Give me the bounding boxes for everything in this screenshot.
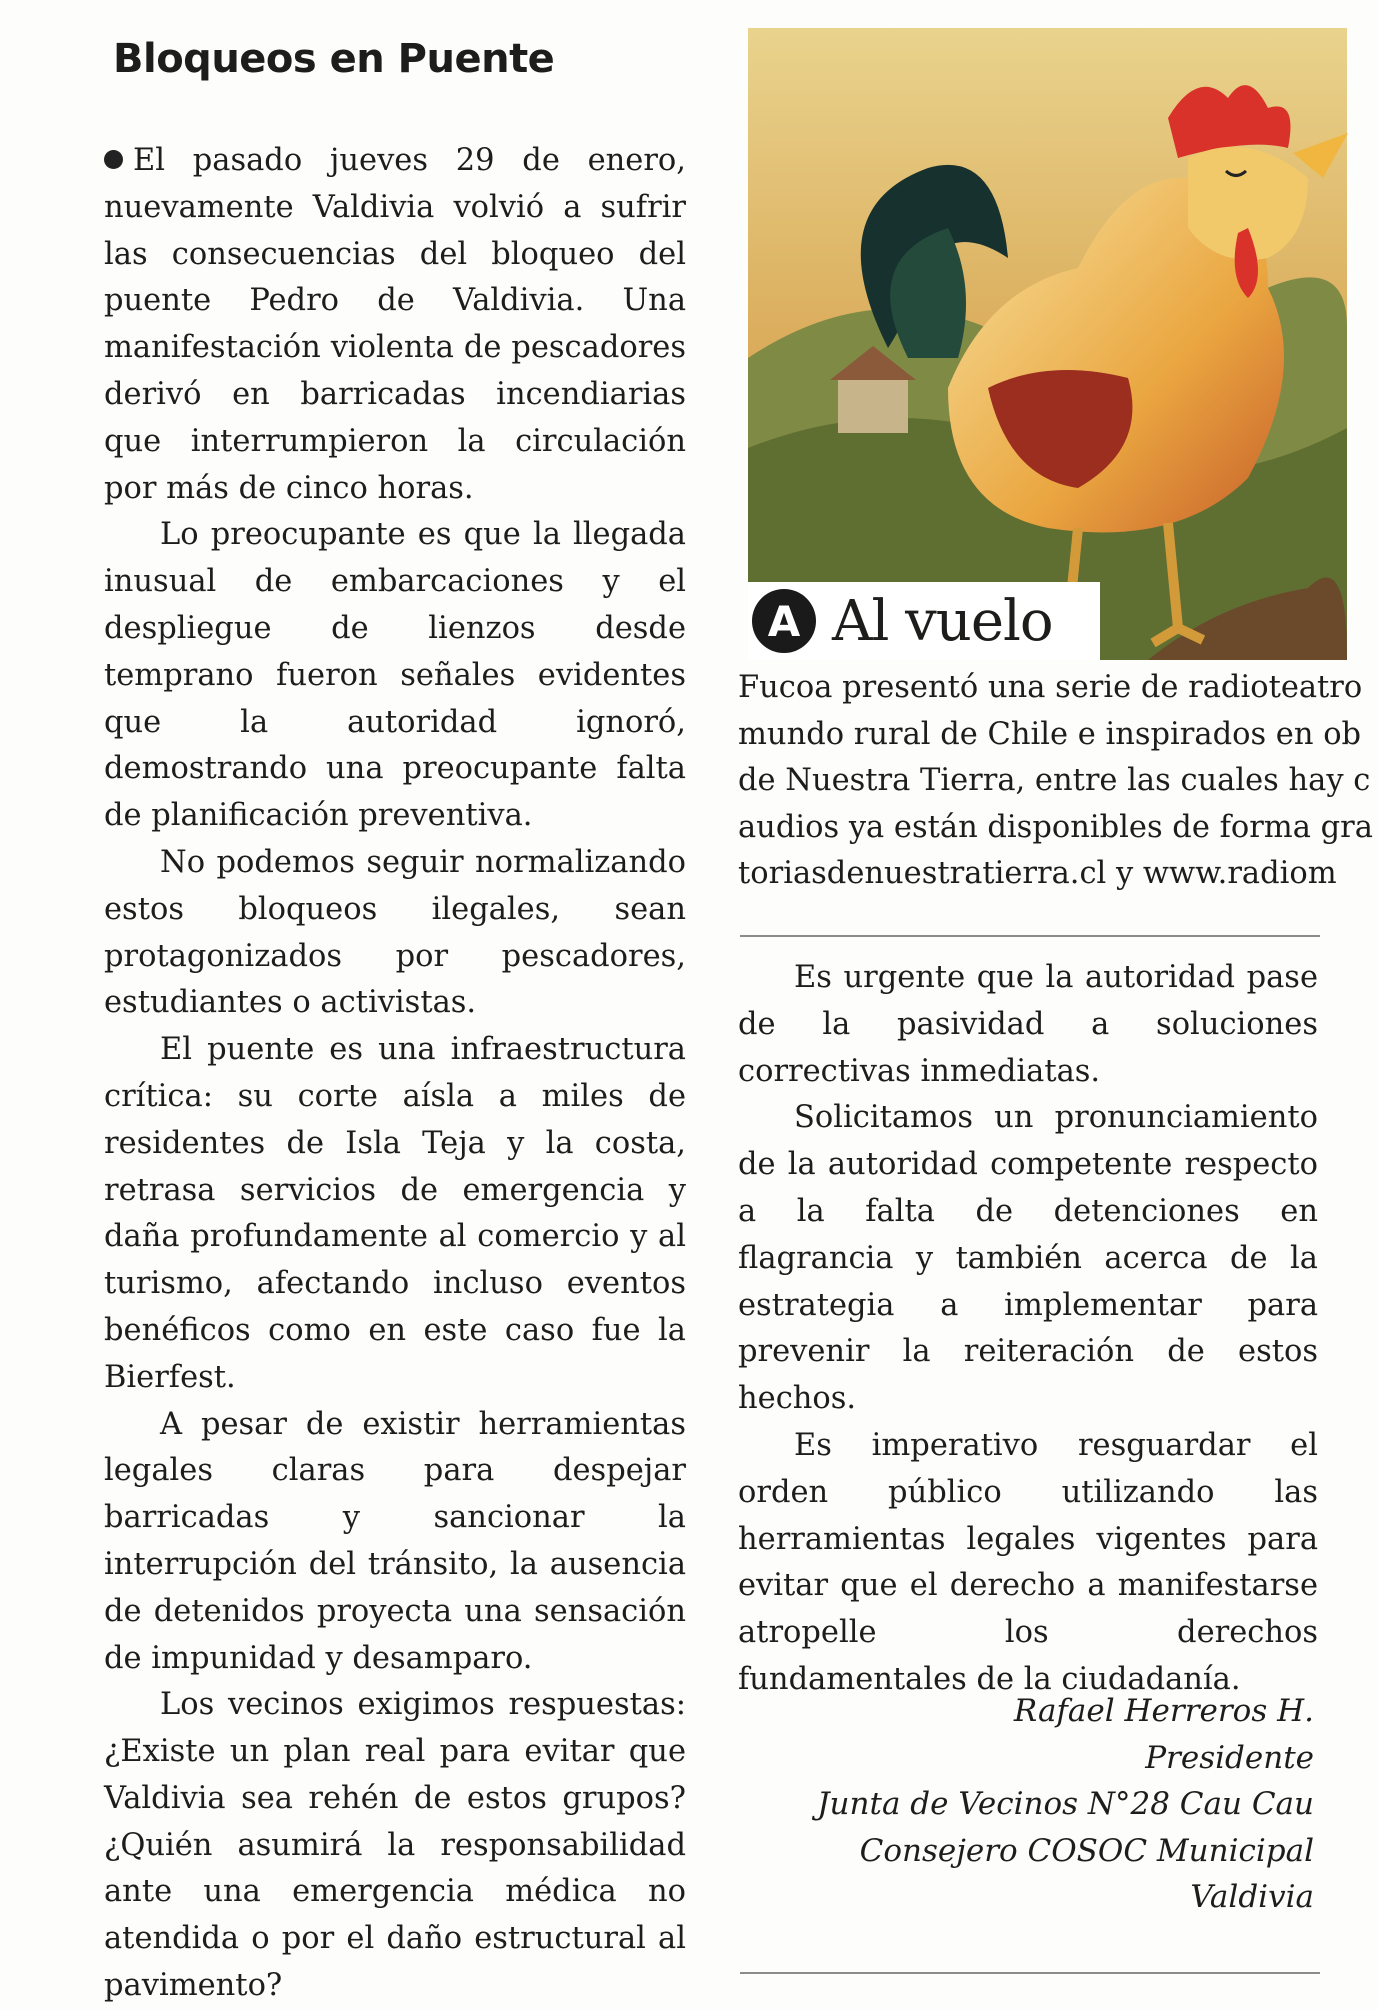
article-paragraph: Es urgente que la autoridad pase de la pasividad a soluciones correctivas inmediatas. [738,960,1318,1089]
divider [740,935,1320,937]
section-title: Al vuelo [832,588,1053,654]
brief-line: toriasdenuestratierra.cl y www.radiom [738,856,1337,891]
article-paragraph: El pasado jueves 29 de enero, nuevamente Valdivia volvió a sufrir las consecuencias del bloqueo del puente Pedro de Valdivia. Una manifestación violenta de pescadores derivó en barricadas incendiarias que interrumpieron la circulación por más de cinco horas. [104,143,686,506]
article-paragraph: A pesar de existir herramientas legales claras para despejar barricadas y sancionar la interrupción del tránsito, la ausencia de detenidos proyecta una sensación de impunidad y desamparo. [104,1406,686,1676]
divider [740,1972,1320,1974]
brief-line: Fucoa presentó una serie de radioteatro [738,670,1363,705]
signature-council: Consejero COSOC Municipal [859,1832,1314,1869]
article-column-left [104,138,686,2010]
section-badge: A [752,589,816,653]
brief-line: de Nuestra Tierra, entre las cuales hay c [738,763,1371,798]
signature-role: Presidente [1145,1739,1314,1776]
article-paragraph: Lo preocupante es que la llegada inusual de embarcaciones y el despliegue de lienzos desde temprano fueron señales evidentes que la autoridad ignoró, demostrando una preocupante falta de planificación preventiva. [104,517,686,834]
signature-name: Rafael Herreros H. [1013,1693,1314,1729]
article-column-right [738,955,1318,1704]
signature-org: Junta de Vecinos N°28 Cau Cau [817,1786,1314,1822]
signature-city: Valdivia [1190,1879,1314,1915]
brief-line: mundo rural de Chile e inspirados en ob [738,716,1362,752]
section-label [748,582,1100,660]
article-paragraph: No podemos seguir normalizando estos bloqueos ilegales, sean protagonizados por pescadores, estudiantes o activistas. [104,844,686,1021]
article-paragraph: Es imperativo resguardar el orden público utilizando las herramientas legales vigentes para evitar que el derecho a manifestarse atropelle los derechos fundamentales de la ciudadanía. [738,1427,1318,1697]
bullet-icon [104,150,123,169]
signature-block [817,1688,1314,1921]
sidebar-brief [738,665,1378,898]
rooster-illustration [748,28,1347,660]
article-headline: Bloqueos en Puente [113,36,555,82]
rooster-image [748,28,1347,660]
article-paragraph: Los vecinos exigimos respuestas: ¿Existe un plan real para evitar que Valdivia sea rehén de estos grupos? ¿Quién asumirá la responsabilidad ante una emergencia médica no atendida o por el daño estructural al pavimento? [104,1687,686,2004]
article-paragraph: El puente es una infraestructura crítica: su corte aísla a miles de residentes de Isla Teja y la costa, retrasa servicios de emergencia y daña profundamente al comercio y al turismo, afectando incluso eventos benéficos como en este caso fue la Bierfest. [104,1032,686,1395]
brief-line: audios ya están disponibles de forma gra [738,809,1373,845]
article-paragraph: Solicitamos un pronunciamiento de la autoridad competente respecto a la falta de detenciones en flagrancia y también acerca de la estrategia a implementar para prevenir la reiteración de estos hechos. [738,1100,1318,1417]
